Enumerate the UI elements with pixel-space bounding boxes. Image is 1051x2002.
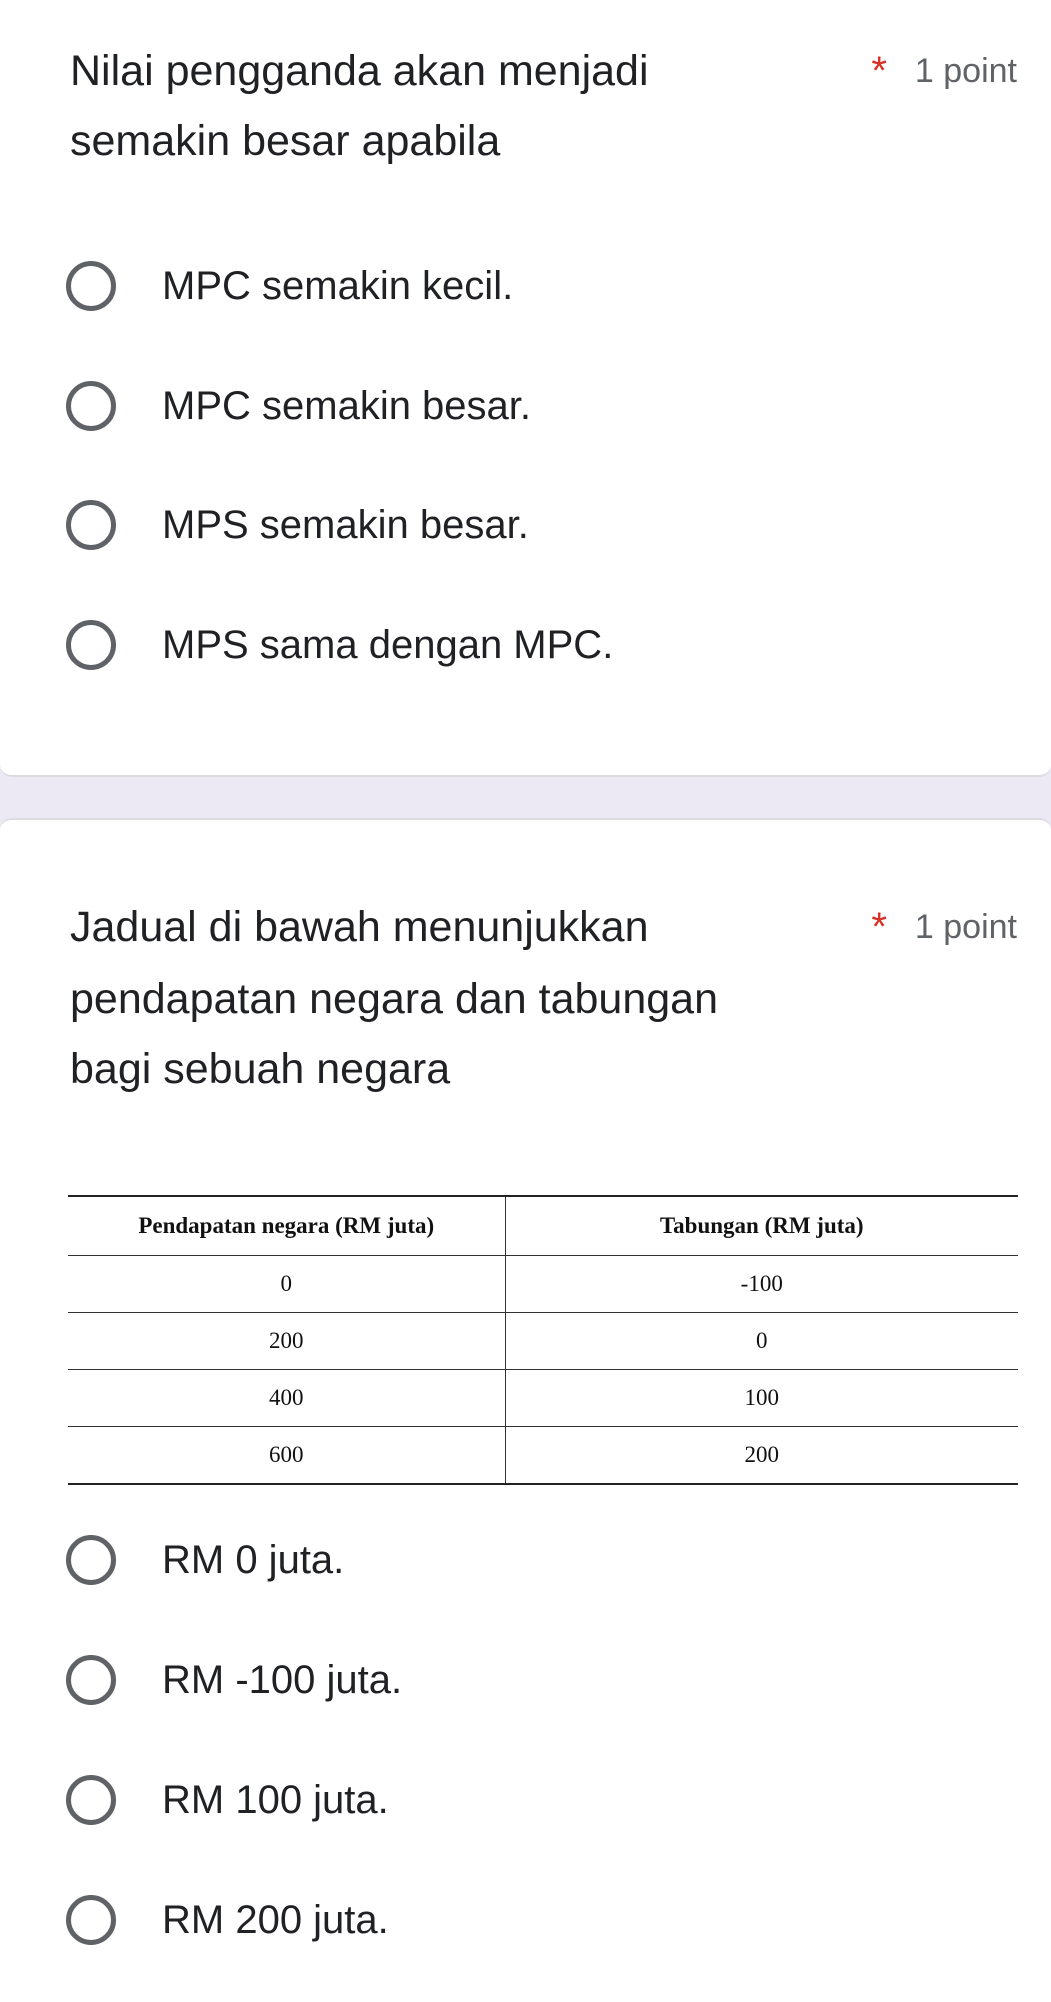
table-row bbox=[68, 1313, 1018, 1370]
question-title-line-1: Nilai pengganda akan menjadi bbox=[70, 47, 649, 95]
header-national-income: Pendapatan negara (RM juta) bbox=[68, 1196, 505, 1256]
question-title-line-3: bagi sebuah negara bbox=[70, 1045, 451, 1093]
table-cell: 200 bbox=[505, 1427, 1018, 1485]
table-row bbox=[68, 1427, 1018, 1485]
points-label: 1 point bbox=[914, 52, 1017, 90]
table-row bbox=[68, 1256, 1018, 1313]
option-rm-100[interactable] bbox=[66, 1765, 966, 1835]
option-label: RM 200 juta. bbox=[162, 1897, 389, 1942]
option-rm-minus-100[interactable] bbox=[66, 1645, 966, 1715]
points-label: 1 point bbox=[914, 908, 1017, 946]
option-rm-0[interactable] bbox=[66, 1525, 966, 1595]
table-cell: 0 bbox=[505, 1313, 1018, 1370]
option-mps-larger[interactable] bbox=[66, 490, 966, 560]
radio-button[interactable] bbox=[66, 1895, 116, 1945]
table-cell: 100 bbox=[505, 1370, 1018, 1427]
radio-button[interactable] bbox=[66, 1535, 116, 1585]
table-cell: 600 bbox=[68, 1427, 505, 1485]
radio-button[interactable] bbox=[66, 261, 116, 311]
income-savings-table bbox=[68, 1195, 1018, 1485]
table-cell: 0 bbox=[68, 1256, 505, 1313]
table-cell: 200 bbox=[68, 1313, 505, 1370]
table-cell: -100 bbox=[505, 1256, 1018, 1313]
required-asterisk: * bbox=[871, 49, 887, 93]
radio-button[interactable] bbox=[66, 1775, 116, 1825]
option-label: MPS sama dengan MPC. bbox=[162, 622, 614, 667]
radio-button[interactable] bbox=[66, 1655, 116, 1705]
table-header-row bbox=[68, 1196, 1018, 1256]
question-title-line-1: Jadual di bawah menunjukkan bbox=[70, 903, 649, 951]
option-label: RM 100 juta. bbox=[162, 1777, 389, 1822]
question-title-line-2: pendapatan negara dan tabungan bbox=[70, 975, 719, 1023]
question-card-multiplier bbox=[0, 0, 1051, 777]
table-cell: 400 bbox=[68, 1370, 505, 1427]
header-savings: Tabungan (RM juta) bbox=[505, 1196, 1018, 1256]
radio-button[interactable] bbox=[66, 381, 116, 431]
option-mps-equals-mpc[interactable] bbox=[66, 610, 966, 680]
option-label: RM 0 juta. bbox=[162, 1537, 345, 1582]
radio-button[interactable] bbox=[66, 620, 116, 670]
option-label: RM -100 juta. bbox=[162, 1657, 403, 1702]
table-row bbox=[68, 1370, 1018, 1427]
option-label: MPC semakin kecil. bbox=[162, 263, 514, 308]
option-mpc-larger[interactable] bbox=[66, 371, 966, 441]
option-mpc-smaller[interactable] bbox=[66, 251, 966, 321]
option-label: MPS semakin besar. bbox=[162, 502, 529, 547]
option-label: MPC semakin besar. bbox=[162, 383, 532, 428]
question-title-line-2: semakin besar apabila bbox=[70, 117, 501, 165]
radio-button[interactable] bbox=[66, 500, 116, 550]
option-rm-200[interactable] bbox=[66, 1885, 966, 1955]
required-asterisk: * bbox=[871, 905, 887, 949]
